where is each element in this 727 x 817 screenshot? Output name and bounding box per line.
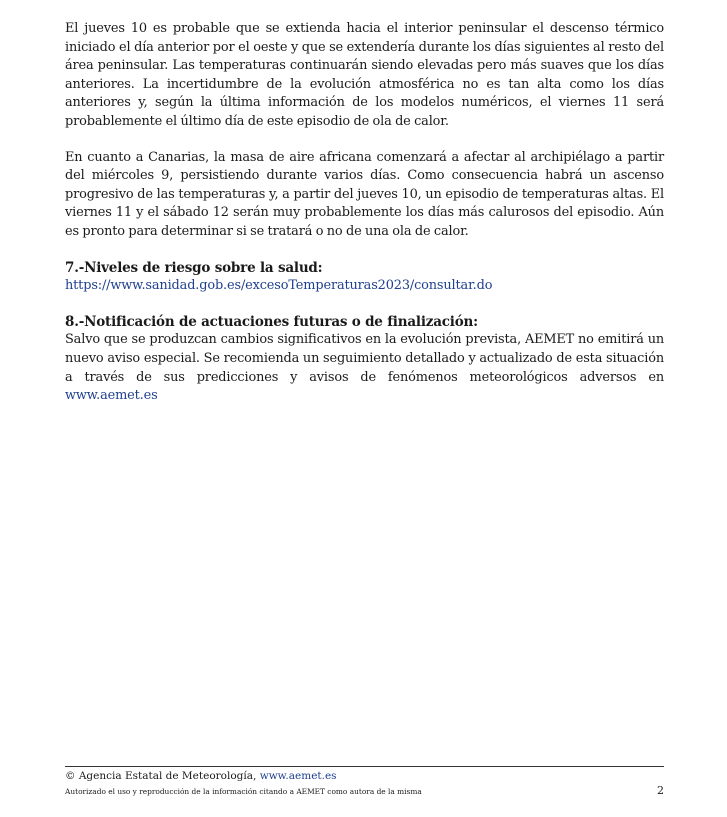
- section-8-text: [65, 331, 664, 405]
- section-8-body: Salvo que se produzcan cambios significativos en la evolución prevista, AEMET no emitirá un nuevo aviso especial. Se recomienda un seguimiento detallado y actualizado de esta situación a través de sus predicciones y avisos de fenómenos meteorológicos adversos en: [65, 332, 664, 385]
- section-7-heading: 7.-Niveles de riesgo sobre la salud:: [65, 259, 323, 276]
- aemet-link[interactable]: www.aemet.es: [65, 388, 158, 404]
- health-risk-link[interactable]: https://www.sanidad.gob.es/excesoTemperaturas2023/consultar.do: [65, 278, 493, 294]
- footer-aemet-link[interactable]: www.aemet.es: [259, 770, 337, 782]
- footer-copyright: [65, 769, 664, 784]
- paragraph-canarias: En cuanto a Canarias, la masa de aire africana comenzará a afectar al archipiélago a partir del miércoles 9, persistiendo durante varios días. Como consecuencia habrá un ascenso progresivo de las temperaturas y, a partir del jueves 10, un episodio de temperaturas altas. El viernes 11 y el sábado 12 serán muy probablemente los días más calurosos del episodio. Aún es pronto para determinar si se tratará o no de una ola de calor.: [65, 149, 664, 239]
- copyright-text: © Agencia Estatal de Meteorología,: [65, 770, 260, 782]
- document-page: [65, 20, 664, 406]
- paragraph-peninsula: El jueves 10 es probable que se extienda hacia el interior peninsular el descenso térmico iniciado el día anterior por el oeste y que se extendería durante los días siguientes al resto del área peninsular. Las temperaturas continuarán siendo elevadas pero más suaves que los días anteriores. La incertidumbre de la evolución atmosférica no es tan alta como los días anteriores y, según la última información de los modelos numéricos, el viernes 11 será probablemente el último día de este episodio de ola de calor.: [65, 21, 664, 129]
- section-8-heading: 8.-Notificación de actuaciones futuras o de finalización:: [65, 313, 478, 330]
- page-number: 2: [657, 784, 664, 797]
- footer-license: Autorizado el uso y reproducción de la información citando a AEMET como autora de la misma: [65, 787, 422, 796]
- page-footer: [65, 766, 664, 799]
